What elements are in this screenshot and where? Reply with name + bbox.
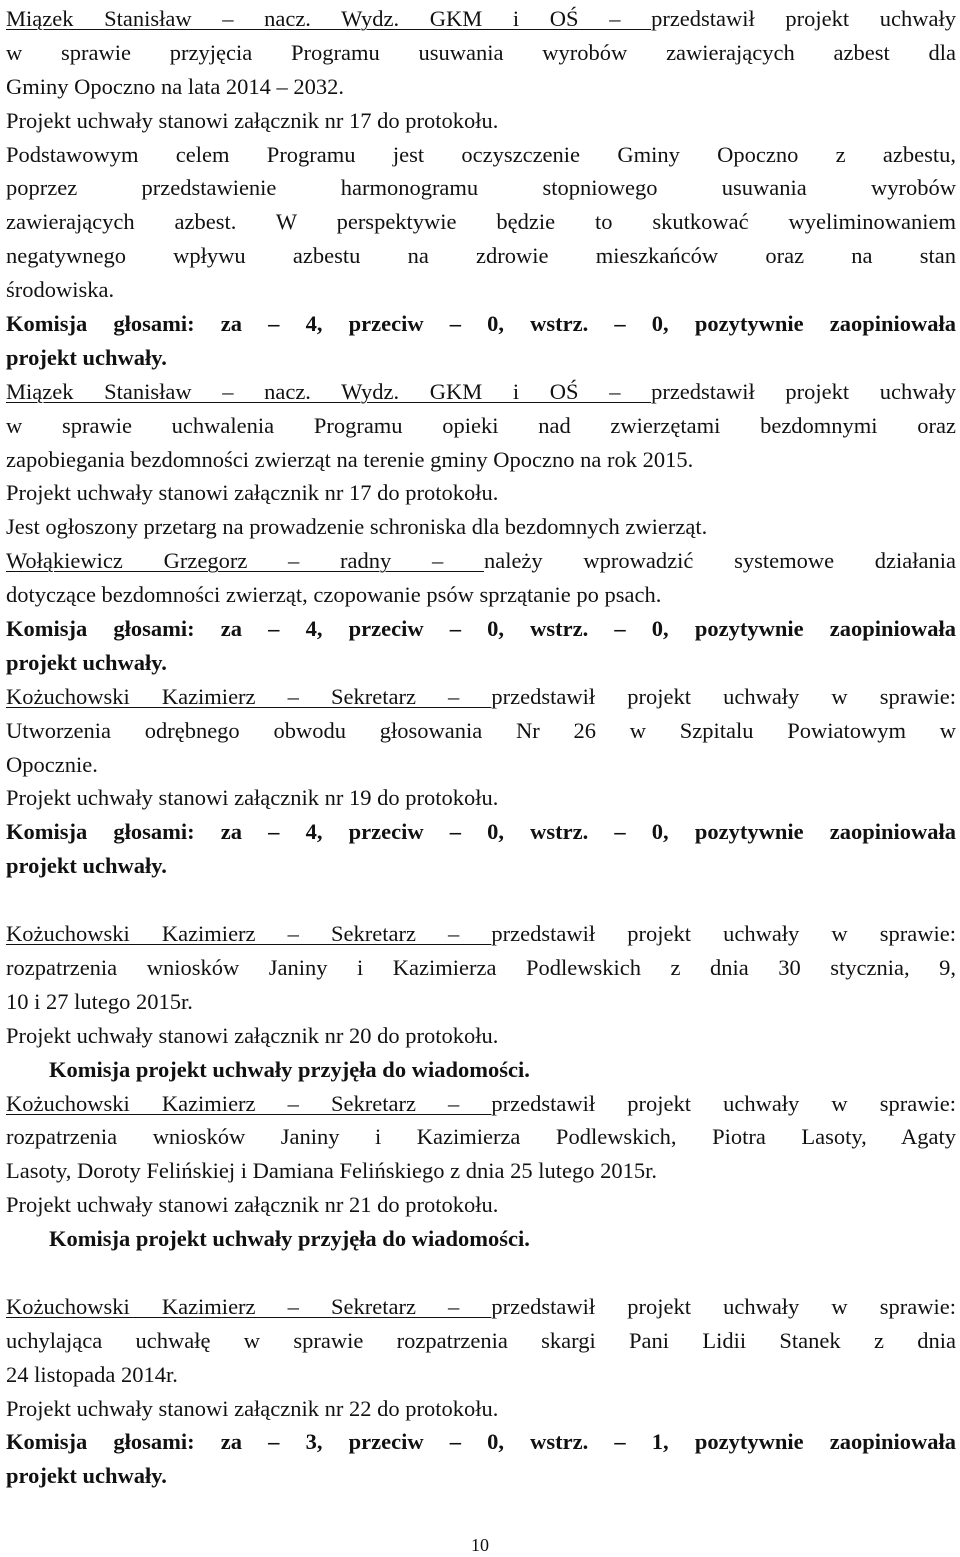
body-text: przedstawił projekt uchwały w sprawie:: [491, 683, 956, 709]
bold-text: projekt uchwały.: [6, 649, 167, 675]
paragraph: [6, 1290, 956, 1392]
paragraph: [6, 544, 956, 612]
body-text: Projekt uchwały stanowi załącznik nr 22 do protokołu.: [6, 1395, 499, 1421]
text-line: [6, 849, 956, 883]
text-line: [6, 1053, 956, 1087]
text-line: [6, 748, 956, 782]
speaker-name: Wołąkiewicz Grzegorz – radny –: [6, 548, 484, 574]
paragraph: [6, 1425, 956, 1493]
text-line: [6, 36, 956, 70]
text-line: [6, 646, 956, 680]
bold-text: projekt uchwały.: [6, 853, 167, 879]
text-line: [6, 1459, 956, 1493]
body-text: poprzez przedstawienie harmonogramu stopniowego usuwania wyrobów: [6, 175, 956, 201]
body-text: dotyczące bezdomności zwierząt, czopowanie psów sprzątanie po psach.: [6, 582, 662, 608]
body-text: rozpatrzenia wniosków Janiny i Kazimierza Podlewskich, Piotra Lasoty, Agaty: [6, 1124, 956, 1150]
bold-text: Komisja głosami: za – 3, przeciw – 0, wstrz. – 1, pozytywnie zaopiniowała: [6, 1429, 956, 1455]
paragraph: [6, 1222, 956, 1256]
blank-line: [6, 1256, 956, 1290]
body-text: uchylająca uchwałę w sprawie rozpatrzenia skargi Pani Lidii Stanek z dnia: [6, 1327, 956, 1353]
body-text: przedstawił projekt uchwały w sprawie:: [491, 921, 956, 947]
text-line: [6, 476, 956, 510]
body-text: Projekt uchwały stanowi załącznik nr 21 do protokołu.: [6, 1192, 499, 1218]
body-text: przedstawił projekt uchwały w sprawie:: [491, 1090, 956, 1116]
body-text: środowiska.: [6, 277, 115, 303]
text-line: [6, 612, 956, 646]
text-line: [6, 985, 956, 1019]
paragraph: [6, 138, 956, 307]
text-line: [6, 1358, 956, 1392]
text-line: [6, 2, 956, 36]
body-text: w sprawie przyjęcia Programu usuwania wyrobów zawierających azbest dla: [6, 39, 956, 65]
paragraph: [6, 815, 956, 883]
text-line: [6, 781, 956, 815]
paragraph: [6, 1392, 956, 1426]
text-line: [6, 714, 956, 748]
body-text: Podstawowym celem Programu jest oczyszczenie Gminy Opoczno z azbestu,: [6, 141, 956, 167]
paragraph: [6, 2, 956, 104]
paragraph: [6, 1087, 956, 1189]
text-line: [6, 1019, 956, 1053]
body-text: Gminy Opoczno na lata 2014 – 2032.: [6, 73, 345, 99]
text-line: [6, 1425, 956, 1459]
bold-text: Komisja projekt uchwały przyjęła do wiadomości.: [49, 1226, 530, 1252]
text-line: [6, 273, 956, 307]
text-line: [6, 1222, 956, 1256]
text-line: [6, 409, 956, 443]
body-text: Projekt uchwały stanowi załącznik nr 20 do protokołu.: [6, 1022, 499, 1048]
paragraph: [6, 680, 956, 782]
speaker-name: Kożuchowski Kazimierz – Sekretarz –: [6, 1293, 492, 1319]
body-text: zawierających azbest. W perspektywie będzie to skutkować wyeliminowaniem: [6, 209, 956, 235]
paragraph: [6, 375, 956, 477]
paragraph: [6, 1019, 956, 1053]
body-text: przedstawił projekt uchwały w sprawie:: [491, 1293, 956, 1319]
body-text: przedstawił projekt uchwały: [651, 378, 956, 404]
text-line: [6, 1392, 956, 1426]
bold-text: Komisja głosami: za – 4, przeciw – 0, wstrz. – 0, pozytywnie zaopiniowała: [6, 819, 956, 845]
paragraph: [6, 612, 956, 680]
paragraph: [6, 510, 956, 544]
bold-text: Komisja głosami: za – 4, przeciw – 0, wstrz. – 0, pozytywnie zaopiniowała: [6, 616, 956, 642]
speaker-name: Kożuchowski Kazimierz – Sekretarz –: [6, 1090, 492, 1116]
body-text: rozpatrzenia wniosków Janiny i Kazimierza Podlewskich z dnia 30 stycznia, 9,: [6, 954, 956, 980]
text-line: [6, 1120, 956, 1154]
body-text: negatywnego wpływu azbestu na zdrowie mieszkańców oraz na stan: [6, 243, 956, 269]
paragraph: [6, 307, 956, 375]
text-line: [6, 375, 956, 409]
text-line: [6, 70, 956, 104]
blank-line: [6, 883, 956, 917]
text-line: [6, 815, 956, 849]
body-text: 10 i 27 lutego 2015r.: [6, 988, 193, 1014]
text-line: [6, 1087, 956, 1121]
paragraph: [6, 781, 956, 815]
body-text: w sprawie uchwalenia Programu opieki nad zwierzętami bezdomnymi oraz: [6, 412, 956, 438]
text-line: [6, 510, 956, 544]
body-text: przedstawił projekt uchwały: [651, 6, 956, 31]
text-line: [6, 443, 956, 477]
text-line: [6, 1154, 956, 1188]
text-line: [6, 544, 956, 578]
text-line: [6, 205, 956, 239]
speaker-name: Miązek Stanisław – nacz. Wydz. GKM i OŚ –: [6, 6, 652, 31]
paragraph: [6, 104, 956, 138]
body-text: Utworzenia odrębnego obwodu głosowania Nr 26 w Szpitalu Powiatowym w: [6, 717, 956, 743]
text-line: [6, 1290, 956, 1324]
text-line: [6, 680, 956, 714]
text-line: [6, 951, 956, 985]
text-line: [6, 341, 956, 375]
body-text: Projekt uchwały stanowi załącznik nr 17 do protokołu.: [6, 107, 499, 133]
document-page: [6, 2, 956, 1493]
paragraph: [6, 476, 956, 510]
text-line: [6, 578, 956, 612]
text-line: [6, 917, 956, 951]
text-line: [6, 1324, 956, 1358]
body-text: Projekt uchwały stanowi załącznik nr 17 do protokołu.: [6, 480, 499, 506]
text-line: [6, 1188, 956, 1222]
paragraph: [6, 1188, 956, 1222]
paragraph: [6, 1053, 956, 1087]
bold-text: Komisja głosami: za – 4, przeciw – 0, wstrz. – 0, pozytywnie zaopiniowała: [6, 311, 956, 337]
body-text: zapobiegania bezdomności zwierząt na terenie gminy Opoczno na rok 2015.: [6, 446, 694, 472]
speaker-name: Kożuchowski Kazimierz – Sekretarz –: [6, 921, 492, 947]
body-text: Projekt uchwały stanowi załącznik nr 19 do protokołu.: [6, 785, 499, 811]
bold-text: Komisja projekt uchwały przyjęła do wiadomości.: [49, 1056, 530, 1082]
speaker-name: Miązek Stanisław – nacz. Wydz. GKM i OŚ –: [6, 378, 652, 404]
speaker-name: Kożuchowski Kazimierz – Sekretarz –: [6, 683, 492, 709]
text-line: [6, 138, 956, 172]
page-number: 10: [471, 1535, 489, 1555]
paragraph: [6, 917, 956, 1019]
body-text: 24 listopada 2014r.: [6, 1361, 178, 1387]
text-line: [6, 307, 956, 341]
text-line: [6, 239, 956, 273]
body-text: Opocznie.: [6, 751, 98, 777]
bold-text: projekt uchwały.: [6, 1463, 167, 1489]
body-text: Lasoty, Doroty Felińskiej i Damiana Felińskiego z dnia 25 lutego 2015r.: [6, 1158, 657, 1184]
text-line: [6, 104, 956, 138]
body-text: należy wprowadzić systemowe działania: [483, 548, 956, 574]
body-text: Jest ogłoszony przetarg na prowadzenie schroniska dla bezdomnych zwierząt.: [6, 514, 708, 540]
text-line: [6, 171, 956, 205]
bold-text: projekt uchwały.: [6, 344, 167, 370]
